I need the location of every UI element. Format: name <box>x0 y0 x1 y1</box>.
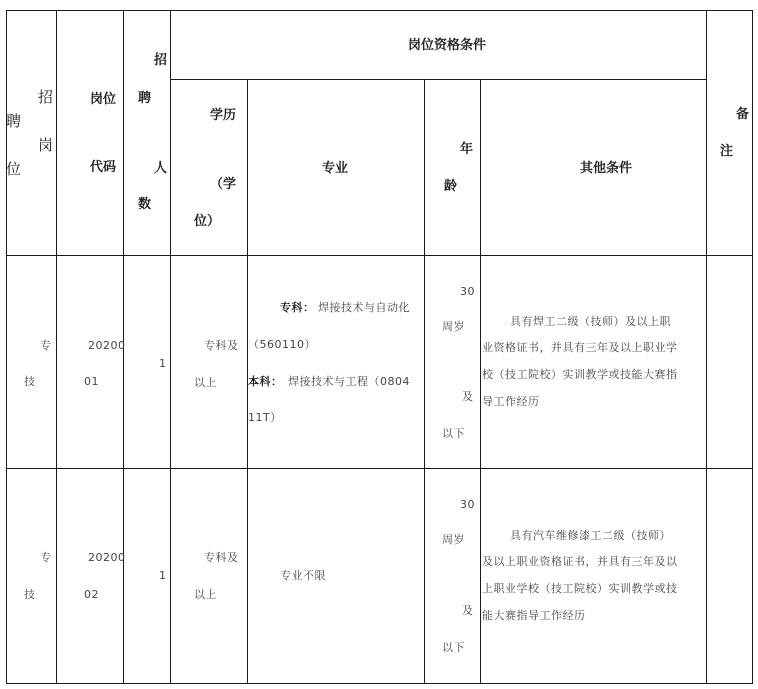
row1-education: 专科及 <box>204 339 239 352</box>
column-divider <box>424 79 425 684</box>
row1-major-zhuanke-code: （560110） <box>248 338 316 351</box>
header-education: 位） <box>194 214 221 229</box>
header-recruit-count: 数 <box>138 197 152 212</box>
header-position-code: 岗位 <box>90 92 117 107</box>
row1-other: 校（技工院校）实训教学或技能大赛指 <box>482 368 678 381</box>
row1-major-zhuanke-value: 焊接技术与自动化 <box>318 301 410 314</box>
row2-other: 具有汽车维修漆工二级（技师） <box>510 529 671 542</box>
row1-count: 1 <box>159 357 167 370</box>
column-divider <box>170 10 171 684</box>
row1-other: 业资格证书，并具有三年及以上职业学 <box>482 341 678 354</box>
row2-education: 专科及 <box>204 551 239 564</box>
column-divider <box>480 79 481 684</box>
table-border-bottom <box>6 683 753 684</box>
row2-age: 30 <box>460 498 475 511</box>
column-divider <box>706 10 707 684</box>
row1-age: 以下 <box>442 427 465 440</box>
header-qualifications: 岗位资格条件 <box>408 38 487 53</box>
header-major: 专业 <box>322 161 349 176</box>
header-recruit-count: 招 <box>154 53 168 68</box>
row1-major-benke-label: 本科： <box>248 375 283 388</box>
row1-position: 技 <box>24 375 36 388</box>
row1-major-zhuanke-label: 专科： <box>280 301 315 314</box>
row1-education: 以上 <box>194 376 217 389</box>
header-remarks: 备 <box>736 107 750 122</box>
row2-other: 上职业学校（技工院校）实训教学或技 <box>482 582 678 595</box>
row-divider <box>6 468 753 469</box>
row1-major-benke-code: 11T） <box>248 411 282 424</box>
header-education: 学历 <box>210 108 237 123</box>
header-position-code: 代码 <box>90 160 117 175</box>
column-divider <box>56 10 57 684</box>
header-other-conditions: 其他条件 <box>580 161 633 176</box>
row1-age: 及 <box>462 390 474 403</box>
header-bottom-line <box>6 255 753 256</box>
row2-code: 02 <box>84 588 99 601</box>
row2-education: 以上 <box>194 588 217 601</box>
row2-age: 以下 <box>442 641 465 654</box>
row1-position: 专 <box>40 339 52 352</box>
row2-major: 专业不限 <box>280 569 326 582</box>
row2-age: 及 <box>462 604 474 617</box>
row2-count: 1 <box>159 569 167 582</box>
row2-other: 及以上职业资格证书，并具有三年及以 <box>482 555 678 568</box>
row1-other: 具有焊工二级（技师）及以上职 <box>510 315 671 328</box>
row1-major-benke-value: 焊接技术与工程（0804 <box>288 375 410 388</box>
row2-age: 周岁 <box>442 533 465 546</box>
header-age: 年 <box>460 142 474 157</box>
row1-code: 20200 <box>88 339 126 352</box>
row1-age: 30 <box>460 285 475 298</box>
row1-other: 导工作经历 <box>482 395 540 408</box>
header-recruit-position: 岗 <box>38 136 54 154</box>
header-recruit-position: 招 <box>38 88 54 106</box>
header-recruit-position: 聘 <box>6 112 22 130</box>
row2-position: 技 <box>24 588 36 601</box>
row2-other: 能大赛指导工作经历 <box>482 609 586 622</box>
table-border-right <box>752 10 753 684</box>
table-border-top <box>6 10 753 11</box>
row2-position: 专 <box>40 551 52 564</box>
row1-code: 01 <box>84 375 99 388</box>
header-recruit-count: 聘 <box>138 91 152 106</box>
recruitment-table <box>6 10 753 684</box>
row2-code: 20200 <box>88 551 126 564</box>
header-education: （学 <box>210 177 237 192</box>
header-recruit-position: 位 <box>6 160 22 178</box>
header-age: 龄 <box>444 179 458 194</box>
qualifications-divider <box>170 79 706 80</box>
row1-age: 周岁 <box>442 320 465 333</box>
header-remarks: 注 <box>720 144 734 159</box>
header-recruit-count: 人 <box>154 161 168 176</box>
